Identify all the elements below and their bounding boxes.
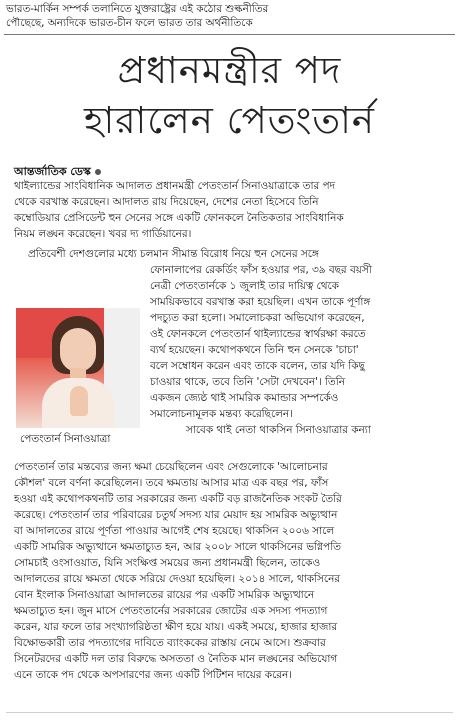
- text-line: ওই ফোনকলে পেতংতার্ন থাইল্যান্ডের স্বার্থরক্ষা করতে: [150, 328, 366, 340]
- text-line: নেত্রী পেতংতার্নকে ১ জুলাই তার দায়িত্ব থেকে: [150, 280, 339, 292]
- text-line: থাইল্যান্ডের সাংবিধানিক আদালত প্রধানমন্ত্রী পেতংতার্ন সিনাওয়াত্রাকে তার পদ: [14, 180, 336, 192]
- paragraph-3: [14, 459, 452, 683]
- text-line: ফোনালাপের রেকর্ডিং ফাঁস হওয়ার পর, ৩৯ বছর বয়সী: [150, 264, 372, 276]
- text-line: সাবেক থাই নেতা থাকসিন সিনাওয়াত্রার কন্যা: [186, 424, 371, 436]
- text-line: করেন, যার ফলে তার সংখ্যাগরিষ্ঠতা ক্ষীণ হয়ে যায়। একই সময়ে, হাজার হাজার: [14, 621, 338, 633]
- headline-line-1: প্রধানমন্ত্রীর পদ: [117, 49, 342, 92]
- headline-line-2: হারালেন পেতংতার্ন: [84, 99, 375, 142]
- photo-caption: পেতংতার্ন সিনাওয়াত্রা: [20, 433, 111, 445]
- text-line: সোমচাই ওংসাওয়াত, যিনি সংক্ষিপ্ত সময়ের জন্য প্রধানমন্ত্রী ছিলেন, তাকেও: [14, 557, 321, 569]
- text-line: আদালতের রায়ে ক্ষমতা থেকে সরিয়ে দেওয়া হয়েছিল। ২০১৪ সালে, থাকসিনের: [14, 573, 340, 585]
- portrait-photo: [16, 308, 140, 428]
- bullet-dot-icon: [95, 169, 101, 175]
- text-line: পেতংতার্ন তার মন্তব্যের জন্য ক্ষমা চেয়েছিলেন এবং সেগুলোকে 'আলোচনার: [14, 461, 328, 473]
- bottom-divider: [6, 712, 453, 713]
- text-line: সাময়িকভাবে বরখাস্ত করা হয়েছিল। এখন তাকে পূর্ণাঙ্গ: [150, 296, 371, 308]
- text-line: বলে সম্বোধন করেন এবং তাকে বলেন, তার যদি কিছু: [150, 360, 365, 372]
- text-line: বা আদালতের রায়ে পূর্ণতা পাওয়ার আগেই শেষ হয়েছে। থাকসিন ২০০৬ সালে: [14, 525, 334, 537]
- text-line: কম্বোডিয়ার প্রেসিডেন্ট হুন সেনের সঙ্গে একটি ফোনকলে নৈতিকতার সাংবিধানিক: [14, 212, 344, 224]
- text-line: সিনেটরদের একটি দল তার বিরুদ্ধে অসততা ও নৈতিক মান লঙ্ঘনের অভিযোগ: [14, 653, 338, 665]
- text-line: একটি সামরিক অভ্যুত্থানে ক্ষমতাচ্যুত হন, আর ২০০৮ সালে থাকসিনের ভগ্নিপতি: [14, 541, 341, 553]
- text-line: হওয়া এই কথোপকথনটি তার সরকারের জন্য একটি বড় রাজনৈতিক সংকট তৈরি: [14, 493, 342, 505]
- text-line: প্রতিবেশী দেশগুলোর মধ্যে চলমান সীমান্ত বিরোধ নিয়ে হুন সেনের সঙ্গে: [28, 248, 319, 260]
- section-divider: [4, 34, 455, 35]
- text-line: থেকে বরখাস্ত করেছেন। আদালত রায় দিয়েছেন, দেশের নেতা হিসেবে তিনি: [14, 196, 319, 208]
- text-line: এনে তাকে পদ থেকে অপসারণের জন্য একটি পিটিশন দায়ের করেন।: [14, 669, 292, 681]
- photo-hands: [70, 386, 88, 416]
- text-line: ক্ষমতাচ্যুত হন। জুন মাসে পেতংতার্নের সরকারের জোটের এক সদস্য পদত্যাগ: [14, 605, 328, 617]
- dateline-text: আন্তর্জাতিক ডেস্ক: [14, 165, 91, 178]
- text-line: বোন ইংলাক সিনাওয়াত্রা আদালতের রায়ের পর একটি সামরিক অভ্যুত্থানে: [14, 589, 315, 601]
- paragraph-2-lead: [14, 246, 452, 262]
- text-line: ব্যর্থ হয়েছেন। কথোপকথনে তিনি হুন সেনকে 'চাচা': [150, 344, 359, 356]
- prev-line-2: পৌছেছে, অন্যদিকে ভারত-চীন ফলে ভারত তার অর্থনীতিকে: [6, 17, 253, 29]
- text-line: পদচ্যুত করা হলো। সমালোচকরা অভিযোগ করেছেন,: [150, 312, 365, 324]
- text-line: করেছে। পেতংতার্ন তার পরিবারের চতুর্থ সদস্য যার মেয়াদ হয় সামরিক অভ্যুত্থান: [14, 509, 338, 521]
- photo-face: [60, 328, 96, 372]
- headline: [0, 46, 459, 146]
- previous-article-tail: [6, 2, 453, 30]
- text-line: চাওয়ার থাকে, তবে তিনি 'সেটা দেখবেন'। তিনি: [150, 376, 345, 388]
- text-line: নিয়ম লঙ্ঘন করেছেন। খবর দ্য গার্ডিয়ানের।: [14, 228, 192, 240]
- paragraph-2-wrap: [150, 262, 452, 438]
- text-line: সমালোচনামূলক মন্তব্য করেছিলেন।: [150, 408, 293, 420]
- text-line: কৌশল' বলে বর্ণনা করেছিলেন। তবে ক্ষমতায় আসার মাত্র এক বছর পর, ফাঁস: [14, 477, 329, 489]
- prev-line-1: ভারত-মার্কিন সম্পর্ক তলানিতে যুক্তরাষ্ট্রের এই কঠোর শুল্কনীতির: [6, 3, 269, 15]
- paragraph-1: [14, 178, 452, 242]
- text-line: বিক্ষোভকারী তার পদত্যাগের দাবিতে ব্যাংককের রাস্তায় নেমে আসে। শুক্রবার: [14, 637, 326, 649]
- text-line: একজন জ্যেষ্ঠ থাই সামরিক কমান্ডার সম্পর্কেও: [150, 392, 339, 404]
